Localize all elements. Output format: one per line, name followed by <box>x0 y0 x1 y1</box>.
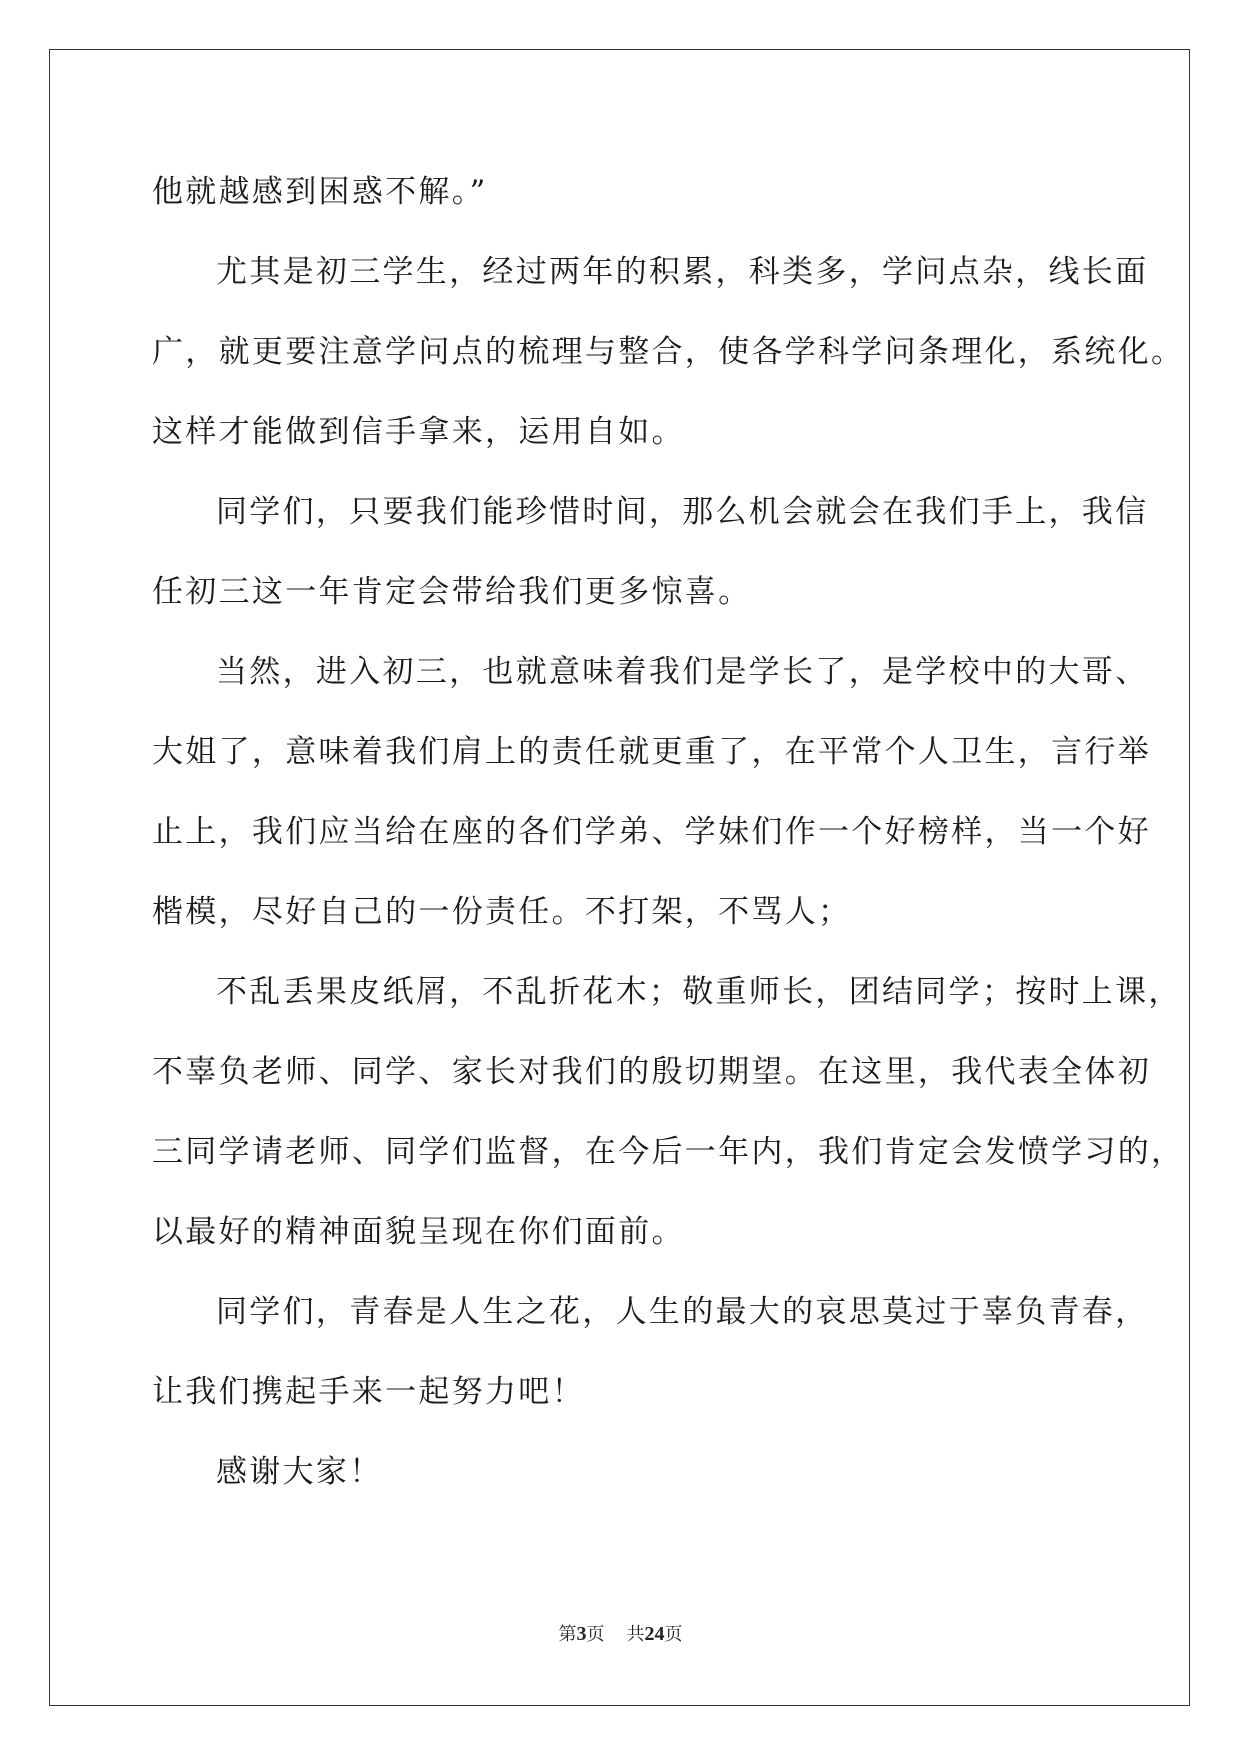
document-body <box>152 152 1185 1512</box>
text-line: 止上，我们应当给在座的各们学弟、学妹们作一个好榜样，当一个好 <box>152 814 1151 850</box>
text-line: 这样才能做到信手拿来，运用自如。 <box>152 414 685 450</box>
text-line: 他就越感到困惑不解。” <box>152 174 488 210</box>
text-line: 广，就更要注意学问点的梳理与整合，使各学科学问条理化，系统化。 <box>152 334 1185 370</box>
text-line: 尤其是初三学生，经过两年的积累，科类多，学问点杂，线长面 <box>216 254 1149 290</box>
page-footer <box>0 1620 1241 1646</box>
text-line: 以最好的精神面貌呈现在你们面前。 <box>152 1214 685 1250</box>
text-line: 楷模，尽好自己的一份责任。不打架，不骂人； <box>152 894 852 930</box>
text-line: 大姐了，意味着我们肩上的责任就更重了，在平常个人卫生，言行举 <box>152 734 1151 770</box>
text-line: 当然，进入初三，也就意味着我们是学长了，是学校中的大哥、 <box>216 654 1149 690</box>
text-line: 让我们携起手来一起努力吧！ <box>152 1374 585 1410</box>
page-label-suffix: 页 <box>586 1624 605 1644</box>
page-number: 3 <box>576 1623 587 1645</box>
text-line: 同学们，只要我们能珍惜时间，那么机会就会在我们手上，我信 <box>216 494 1149 530</box>
text-line: 不辜负老师、同学、家长对我们的殷切期望。在这里，我代表全体初 <box>152 1054 1151 1090</box>
text-line: 感谢大家！ <box>216 1454 383 1490</box>
text-line: 三同学请老师、同学们监督，在今后一年内，我们肯定会发愤学习的， <box>152 1134 1185 1170</box>
page-label-prefix: 第 <box>558 1624 577 1644</box>
text-line: 任初三这一年肯定会带给我们更多惊喜。 <box>152 574 752 610</box>
total-label-prefix: 共 <box>626 1624 645 1644</box>
text-line: 同学们，青春是人生之花，人生的最大的哀思莫过于辜负青春， <box>216 1294 1149 1330</box>
text-line: 不乱丢果皮纸屑，不乱折花木；敬重师长，团结同学；按时上课， <box>216 974 1182 1010</box>
total-label-suffix: 页 <box>664 1624 683 1644</box>
total-pages: 24 <box>644 1623 665 1645</box>
